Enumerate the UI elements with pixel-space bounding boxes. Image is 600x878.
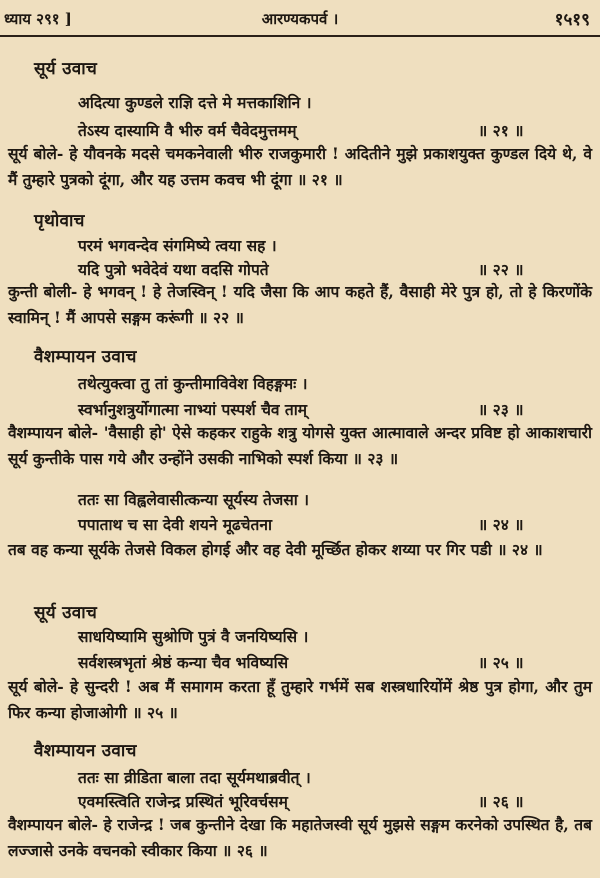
translation: वैशम्पायन बोले- हे राजेन्द्र ! जब कुन्तीने देखा कि महातेजस्वी सूर्य मुझसे सङ्गम करनेको उपस्थित है, तब लज्जासे उनके वचनको स्वीकार किया ॥ २६ ॥	[8, 815, 592, 860]
verse-line: ततः सा व्रीडिता बाला तदा सूर्यमथाब्रवीत् ।	[78, 768, 311, 787]
verse-number: ॥ २४ ॥	[478, 515, 524, 534]
verse-number: ॥ २१ ॥	[478, 121, 524, 140]
chapter-label: ध्याय २९१ ]	[4, 10, 72, 28]
verse-line: तेऽस्य दास्यामि वै भीरु वर्म चैवेदमुत्तमम्	[78, 121, 297, 140]
page-number: १५१९	[554, 10, 590, 30]
speaker-heading: वैशम्पायन उवाच	[34, 347, 137, 367]
book-title: आरण्यकपर्व ।	[261, 10, 339, 28]
speaker-heading: पृथोवाच	[34, 211, 85, 231]
verse-line: परमं भगवन्देव संगमिष्ये त्वया सह ।	[78, 236, 277, 255]
translation: सूर्य बोले- हे यौवनके मदसे चमकनेवाली भीरु राजकुमारी ! अदितीने मुझे प्रकाशयुक्त कुण्डल दिये थे, वे मैं तुम्हारे पुत्रको दूंगा, और यह उत्तम कवच भी दूंगा ॥ २१ ॥	[8, 144, 592, 189]
verse-number: ॥ २५ ॥	[478, 653, 524, 672]
verse-line: पपाताथ च सा देवी शयने मूढचेतना	[78, 515, 272, 534]
verse-line: ततः सा विह्वलेवासीत्कन्या सूर्यस्य तेजसा ।	[78, 490, 310, 509]
page-header	[0, 0, 600, 34]
verse-line: साधयिष्यामि सुश्रोणि पुत्रं वै जनयिष्यसि ।	[78, 627, 309, 646]
translation: कुन्ती बोली- हे भगवन् ! हे तेजस्विन् ! यदि जैसा कि आप कहते हैं, वैसाही मेरे पुत्र हो, तो हे किरणोंके स्वामिन् ! मैं आपसे सङ्गम करूंगी ॥ २२ ॥	[8, 282, 592, 327]
verse-line: अदित्या कुण्डले राज्ञि दत्ते मे मत्तकाशिनि ।	[78, 93, 312, 112]
verse-line: तथेत्युक्त्वा तु तां कुन्तीमाविवेश विहङ्गमः ।	[78, 374, 308, 393]
verse-number: ॥ २६ ॥	[478, 792, 524, 811]
verse-line: सर्वशस्त्रभृतां श्रेष्ठं कन्या चैव भविष्यसि	[78, 653, 289, 672]
header-rule	[0, 35, 600, 37]
verse-line: स्वर्भानुशत्रुर्योगात्मा नाभ्यां पस्पर्श चैव ताम्	[78, 400, 308, 419]
verse-line: यदि पुत्रो भवेदेवं यथा वदसि गोपते	[78, 260, 269, 279]
speaker-heading: सूर्य उवाच	[34, 603, 98, 623]
verse-number: ॥ २३ ॥	[478, 400, 524, 419]
verse-number: ॥ २२ ॥	[478, 260, 524, 279]
speaker-heading: सूर्य उवाच	[34, 59, 98, 79]
translation: तब वह कन्या सूर्यके तेजसे विकल होगई और वह देवी मूर्च्छित होकर शय्या पर गिर पडी ॥ २४ ॥	[8, 540, 543, 559]
translation: वैशम्पायन बोले- 'वैसाही हो' ऐसे कहकर राहुके शत्रु योगसे युक्त आत्मावाले अन्दर प्रविष्ट हो आकाशचारी सूर्य कुन्तीके पास गये और उन्होंने उसकी नाभिको स्पर्श किया ॥ २३ ॥	[8, 423, 592, 468]
speaker-heading: वैशम्पायन उवाच	[34, 741, 137, 761]
verse-line: एवमस्त्विति राजेन्द्र प्रस्थितं भूरिवर्चसम्	[78, 792, 288, 811]
translation: सूर्य बोले- हे सुन्दरी ! अब मैं समागम करता हूँ तुम्हारे गर्भमें सब शस्त्रधारियोंमें श्रेष्ठ पुत्र होगा, और तुम फिर कन्या होजाओगी ॥ २५ ॥	[8, 677, 592, 722]
